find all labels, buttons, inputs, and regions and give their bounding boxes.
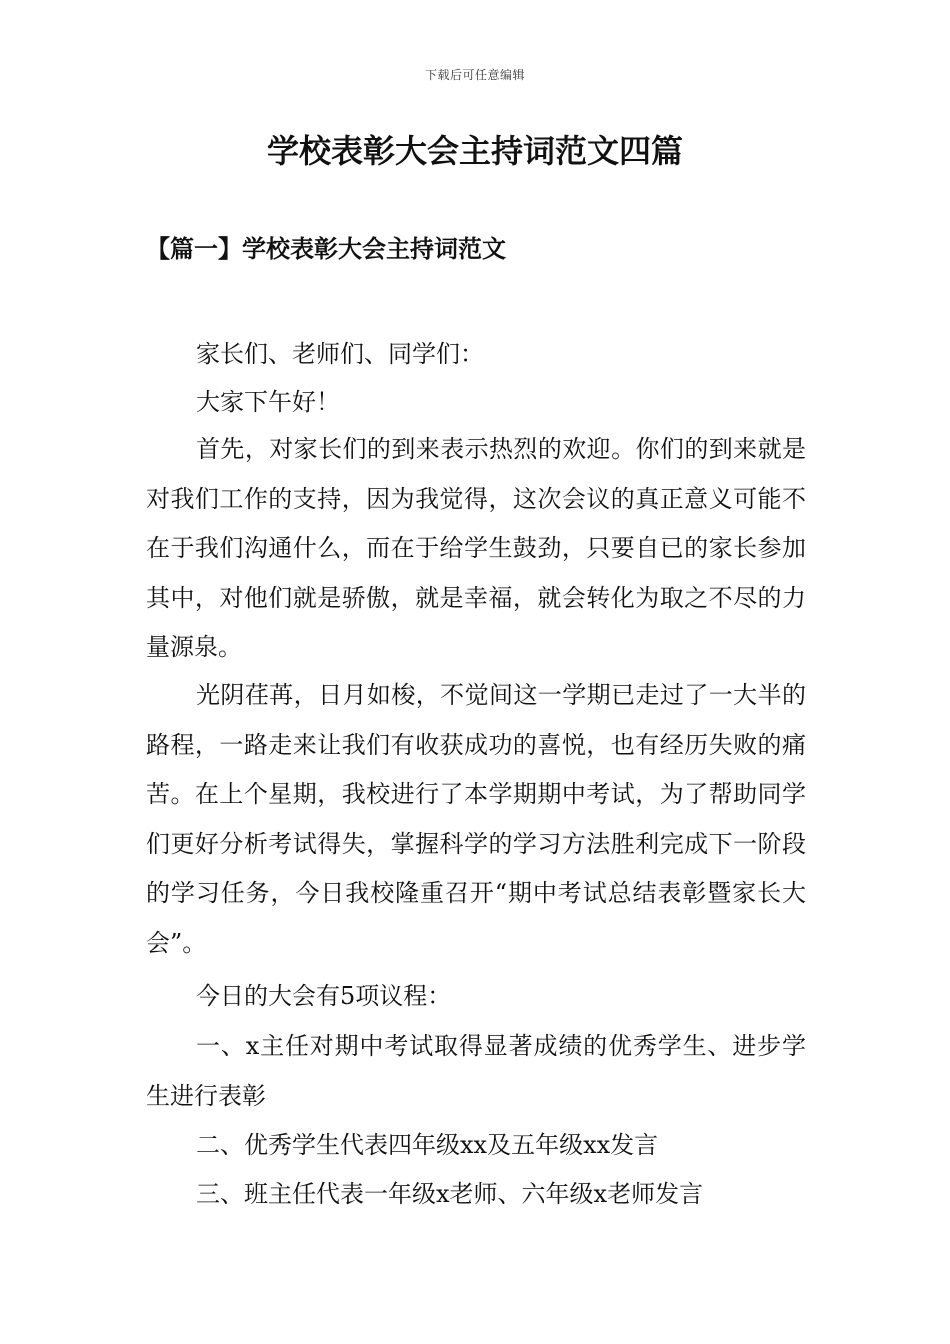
document-title: 学校表彰大会主持词范文四篇: [266, 132, 683, 170]
agenda-item-3: 三、班主任代表一年级x老师、六年级x老师发言: [196, 1180, 704, 1208]
agenda-item-2: 二、优秀学生代表四年级xx及五年级xx发言: [196, 1131, 659, 1159]
agenda-item-1: 一、x主任对期中考试取得显著成绩的优秀学生、进步学生进行表彰: [146, 1032, 806, 1110]
section-heading: 【篇一】学校表彰大会主持词范文: [146, 234, 506, 263]
paragraph-agenda-intro: 今日的大会有5项议程：: [196, 982, 452, 1010]
paragraph-good-afternoon: 大家下午好！: [196, 388, 340, 416]
header-note: 下载后可任意编辑: [424, 68, 525, 82]
paragraph-greeting: 家长们、老师们、同学们：: [196, 340, 484, 368]
paragraph-semester: 光阴荏苒，日月如梭，不觉间这一学期已走过了一大半的路程，一路走来让我们有收获成功的喜悦，也有经历失败的痛苦。在上个星期，我校进行了本学期期中考试，为了帮助同学们更好分析考试得失，掌握科学的学习方法胜利完成下一阶段的学习任务，今日我校隆重召开“期中考试总结表彰暨家长大会”。: [146, 681, 806, 957]
paragraph-welcome: 首先，对家长们的到来表示热烈的欢迎。你们的到来就是对我们工作的支持，因为我觉得，这次会议的真正意义可能不在于我们沟通什么，而在于给学生鼓劲，只要自已的家长参加其中，对他们就是骄傲，就是幸福，就会转化为取之不尽的力量源泉。: [146, 435, 806, 661]
